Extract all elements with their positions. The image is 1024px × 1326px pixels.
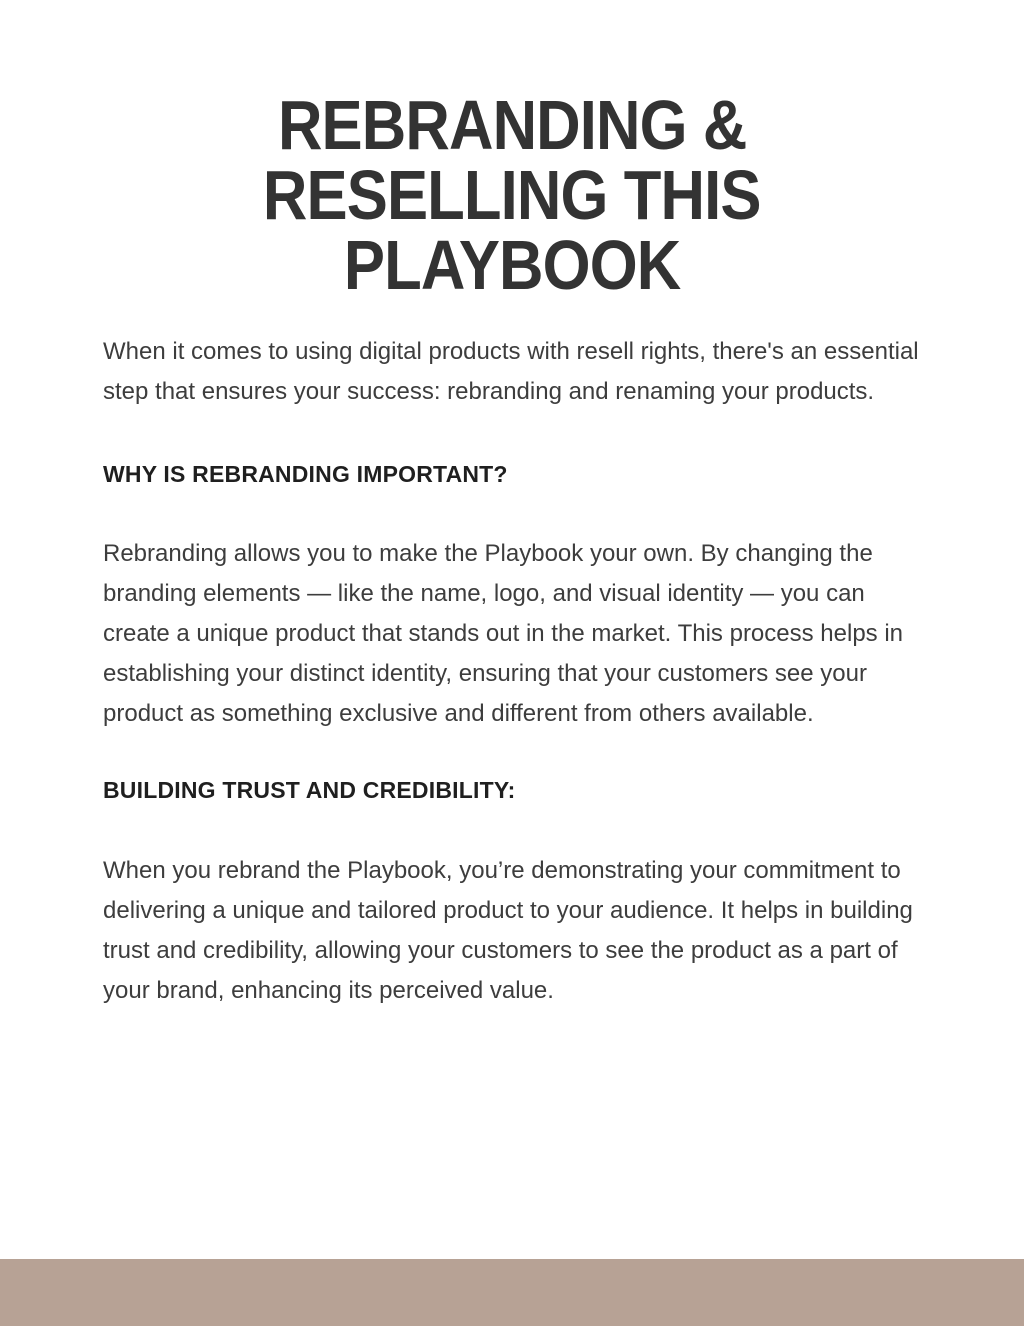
intro-paragraph: When it comes to using digital products with resell rights, there's an essential step that ensures your success: rebranding and renaming your products. <box>103 338 919 405</box>
heading-why-rebranding: WHY IS REBRANDING IMPORTANT? <box>103 461 508 487</box>
title-line <box>0 226 1024 304</box>
title-line-1: REBRANDING & <box>277 86 747 164</box>
paragraph-trust-credibility: When you rebrand the Playbook, you’re demonstrating your commitment to delivering a unique and tailored product to your audience. It helps in building trust and credibility, allowing your customers to see the product as a part of your brand, enhancing its perceived value. <box>103 857 913 1004</box>
heading-building-trust: BUILDING TRUST AND CREDIBILITY: <box>103 777 516 803</box>
page-title <box>0 86 1024 304</box>
title-line-2: RESELLING THIS <box>263 156 761 234</box>
body-content <box>103 332 921 1011</box>
paragraph-rebranding-benefits: Rebranding allows you to make the Playbook your own. By changing the branding elements — like the name, logo, and visual identity — you can create a unique product that stands out in the market. This process helps in establishing your distinct identity, ensuring that your customers see your product as something exclusive and different from others available. <box>103 540 904 727</box>
title-line-3: PLAYBOOK <box>343 226 681 304</box>
title-line <box>0 86 1024 164</box>
title-line <box>0 156 1024 234</box>
footer-accent-bar <box>0 1259 1024 1326</box>
